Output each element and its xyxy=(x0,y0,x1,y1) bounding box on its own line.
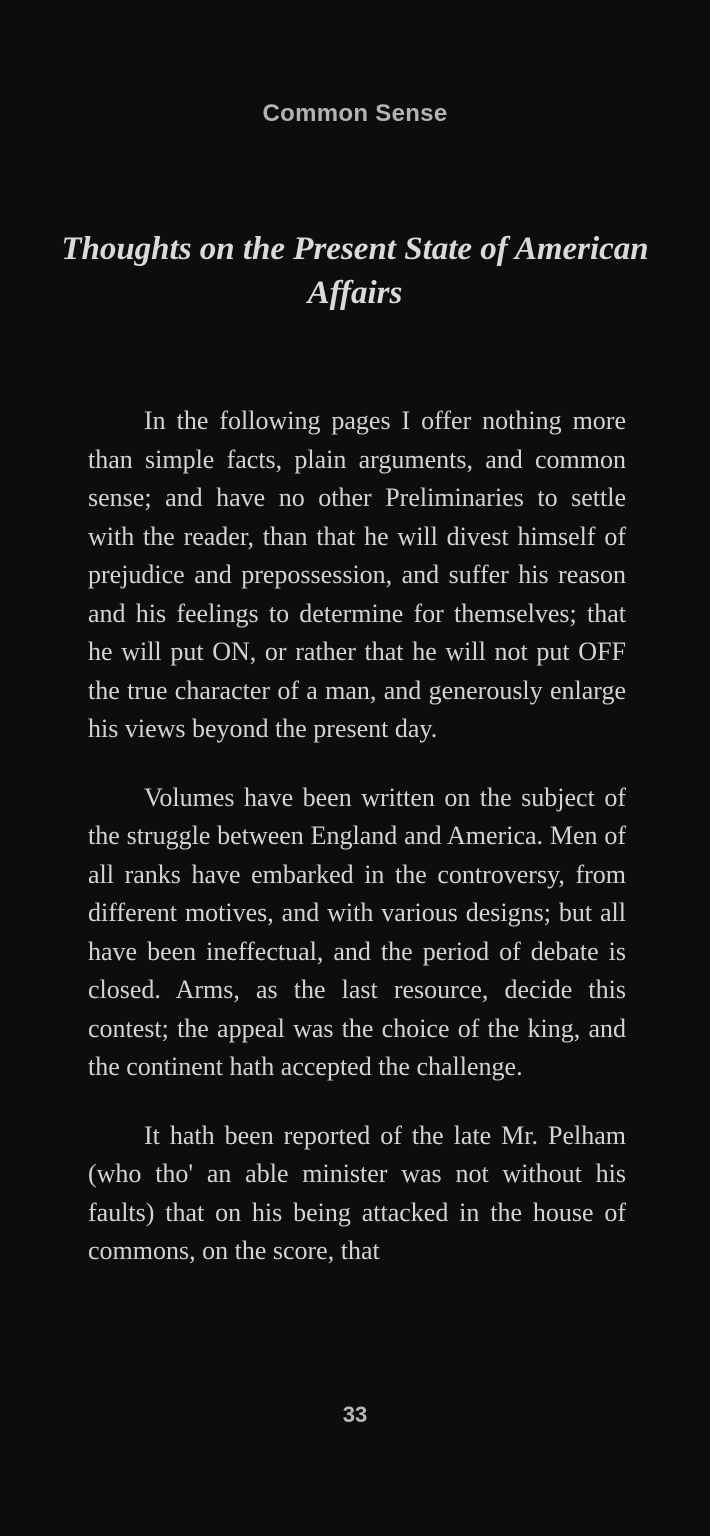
chapter-title: Thoughts on the Present State of American Affairs xyxy=(61,231,649,312)
running-header-book-title: Common Sense xyxy=(262,100,448,127)
paragraph: Volumes have been written on the subject of the struggle between England and America. Men of all ranks have embarked in the controversy, from different motives, and with various designs; but all have been ineffectual, and the period of debate is closed. Arms, as the last resource, decide this contest; the appeal was the choice of the king, and the continent hath accepted the challenge. xyxy=(88,782,626,1081)
paragraph: It hath been reported of the late Mr. Pelham (who tho' an able minister was not without his faults) that on his being attacked in the house of commons, on the score, that xyxy=(88,1120,626,1265)
body-text xyxy=(88,402,626,1301)
paragraph: In the following pages I offer nothing more than simple facts, plain arguments, and common sense; and have no other Preliminaries to settle with the reader, than that he will divest himself of prejudice and prepossession, and suffer his reason and his feelings to determine for themselves; that he will put ON, or rather that he will not put OFF the true character of a man, and generously enlarge his views beyond the present day. xyxy=(88,406,626,743)
page-number: 33 xyxy=(342,1402,368,1427)
